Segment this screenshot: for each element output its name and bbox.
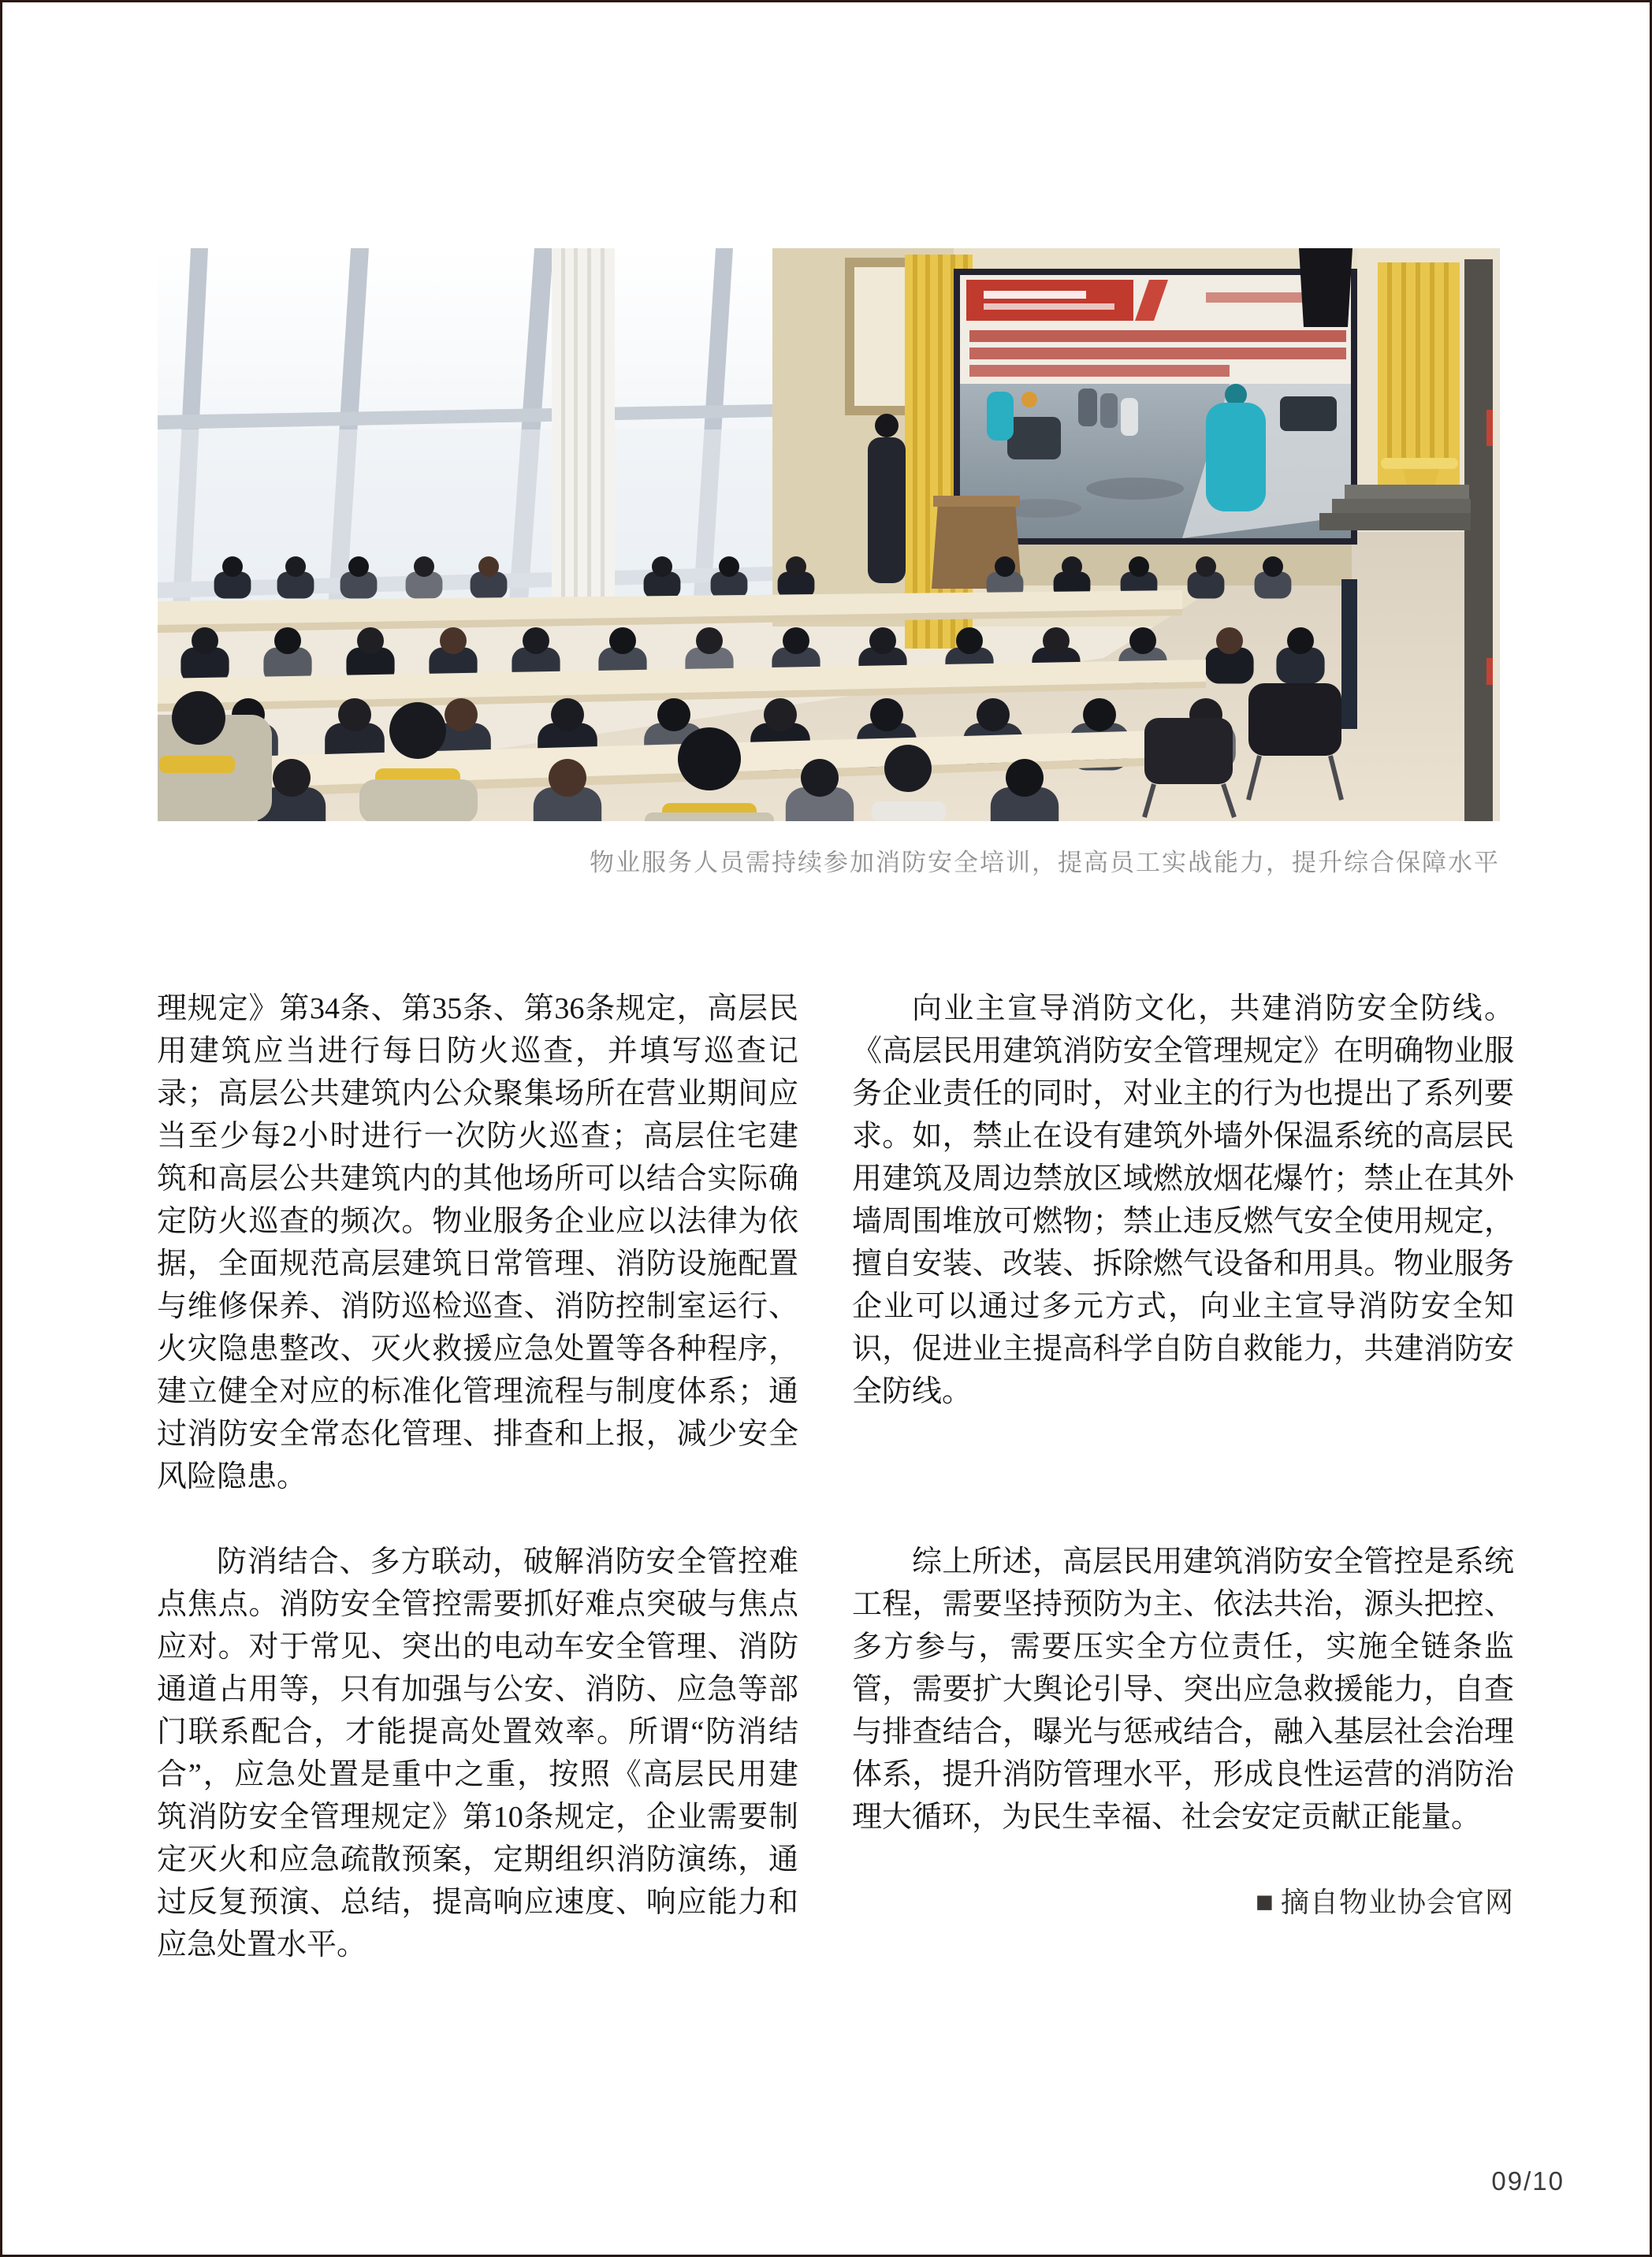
article-column-right <box>852 987 1514 1924</box>
paragraph: 向业主宣导消防文化，共建消防安全防线。《高层民用建筑消防安全管理规定》在明确物业服务企业责任的同时，对业主的行为也提出了系列要求。如，禁止在设有建筑外墙外保温系统的高层民用建筑及周边禁放区域燃放烟花爆竹；禁止在其外墙周围堆放可燃物；禁止违反燃气安全使用规定，擅自安装、改装、拆除燃气设备和用具。物业服务企业可以通过多元方式，向业主宣导消防安全知识，促进业主提高科学自防自救能力，共建消防安全防线。 <box>852 992 1514 1408</box>
training-photo <box>158 248 1500 821</box>
square-marker-icon: ■ <box>1256 1886 1274 1919</box>
attribution-text: 摘自物业协会官网 <box>1280 1886 1514 1918</box>
source-attribution <box>852 1881 1514 1924</box>
paragraph: 理规定》第34条、第35条、第36条规定，高层民用建筑应当进行每日防火巡查，并填写巡查记录；高层公共建筑内公众聚集场所在营业期间应当至少每2小时进行一次防火巡查；高层住宅建筑和高层公共建筑内的其他场所可以结合实际确定防火巡查的频次。物业服务企业应以法律为依据，全面规范高层建筑日常管理、消防设施配置与维修保养、消防巡检巡查、消防控制室运行、火灾隐患整改、灭火救援应急处置等各种程序，建立健全对应的标准化管理流程与制度体系；通过消防安全常态化管理、排查和上报，减少安全风险隐患。 <box>157 992 798 1493</box>
stage-curtain-right <box>1378 262 1460 510</box>
paragraph: 防消结合、多方联动，破解消防安全管控难点焦点。消防安全管控需要抓好难点突破与焦点应对。对于常见、突出的电动车安全管理、消防通道占用等，只有加强与公安、消防、应急等部门联系配合，才能提高处置效率。所谓“防消结合”，应急处置是重中之重，按照《高层民用建筑消防安全管理规定》第10条规定，企业需要制定灭火和应急疏散预案，定期组织消防演练，通过反复预演、总结，提高响应速度、响应能力和应急处置水平。 <box>157 1545 798 1961</box>
white-curtain <box>552 248 615 625</box>
door-frame <box>1464 259 1493 821</box>
photo-caption: 物业服务人员需持续参加消防安全培训，提高员工实战能力，提升综合保障水平 <box>590 849 1500 876</box>
article-column-left <box>157 987 798 2009</box>
paragraph: 综上所述，高层民用建筑消防安全管控是系统工程，需要坚持预防为主、依法共治，源头把控、多方参与，需要压实全方位责任，实施全链条监管，需要扩大舆论引导、突出应急救援能力，自查与排查结合，曝光与惩戒结合，融入基层社会治理体系，提升消防管理水平，形成良性运营的消防治理大循环，为民生幸福、社会安定贡献正能量。 <box>852 1545 1514 1834</box>
speaker-box <box>1299 248 1352 327</box>
training-photo-graphic <box>158 248 1500 821</box>
page-number: 09/10 <box>1491 2166 1565 2196</box>
